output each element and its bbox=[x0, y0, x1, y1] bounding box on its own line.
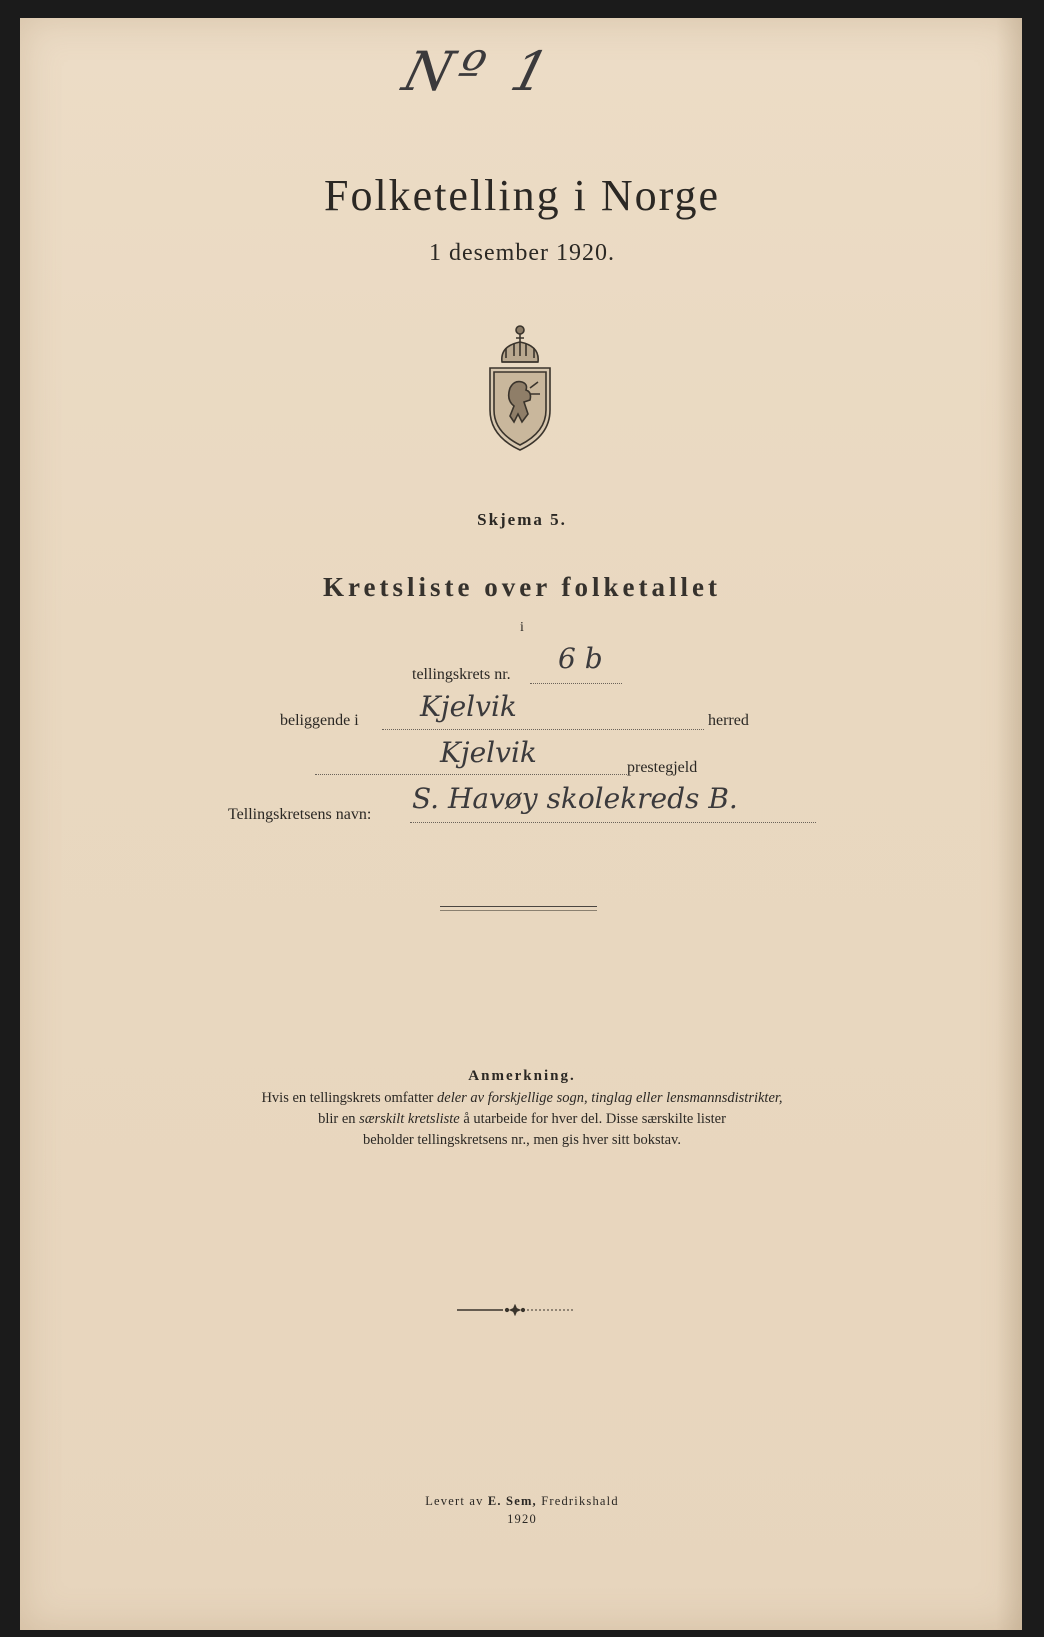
ornament-divider-icon bbox=[455, 1304, 575, 1316]
krets-value: 6 b bbox=[558, 642, 603, 675]
remark-line-2-a: blir en bbox=[318, 1111, 360, 1127]
remark-line-1-b: deler av forskjellige sogn, tinglag eller lensmannsdistrikter, bbox=[437, 1090, 783, 1106]
census-date: 1 desember 1920. bbox=[429, 240, 615, 266]
navn-label: Tellingskretsens navn: bbox=[228, 806, 372, 823]
remark-line-2-b: særskilt kretsliste bbox=[359, 1111, 460, 1127]
separator-line bbox=[440, 906, 597, 911]
imprint-place: Fredrikshald bbox=[536, 1494, 619, 1508]
imprint-year: 1920 bbox=[507, 1512, 537, 1526]
navn-line bbox=[410, 822, 816, 823]
remark-line-2 bbox=[0, 1111, 1044, 1128]
herred-label: herred bbox=[708, 712, 749, 729]
imprint-publisher: E. Sem, bbox=[487, 1494, 537, 1508]
handwritten-number: Nº 1 bbox=[396, 40, 562, 103]
beliggende-label: beliggende i bbox=[280, 712, 359, 729]
schema-label: Skjema 5. bbox=[477, 510, 567, 529]
remark-line-1 bbox=[0, 1090, 1044, 1107]
coat-of-arms-icon bbox=[480, 318, 560, 454]
remark-line-2-c: å utarbeide for hver del. Disse særskilte lister bbox=[459, 1111, 726, 1127]
krets-label: tellingskrets nr. bbox=[412, 666, 511, 683]
page-subtitle: Kretsliste over folketallet bbox=[323, 572, 721, 602]
imprint-a: Levert av bbox=[425, 1494, 488, 1508]
page-title: Folketelling i Norge bbox=[323, 171, 721, 220]
remark-title: Anmerkning. bbox=[468, 1068, 576, 1084]
in-word: i bbox=[520, 620, 524, 635]
remark-line-3: beholder tellingskretsens nr., men gis hver sitt bokstav. bbox=[362, 1132, 681, 1148]
prestegjeld-line bbox=[315, 774, 627, 775]
navn-value: S. Havøy skolekreds B. bbox=[412, 782, 738, 815]
remark-line-1-a: Hvis en tellingskrets omfatter bbox=[261, 1090, 438, 1106]
beliggende-value: Kjelvik bbox=[420, 690, 517, 723]
prestegjeld-value: Kjelvik bbox=[440, 736, 537, 769]
prestegjeld-label: prestegjeld bbox=[627, 759, 698, 776]
beliggende-line bbox=[382, 729, 704, 730]
imprint-line-1 bbox=[0, 1494, 1044, 1509]
krets-line bbox=[530, 683, 622, 684]
